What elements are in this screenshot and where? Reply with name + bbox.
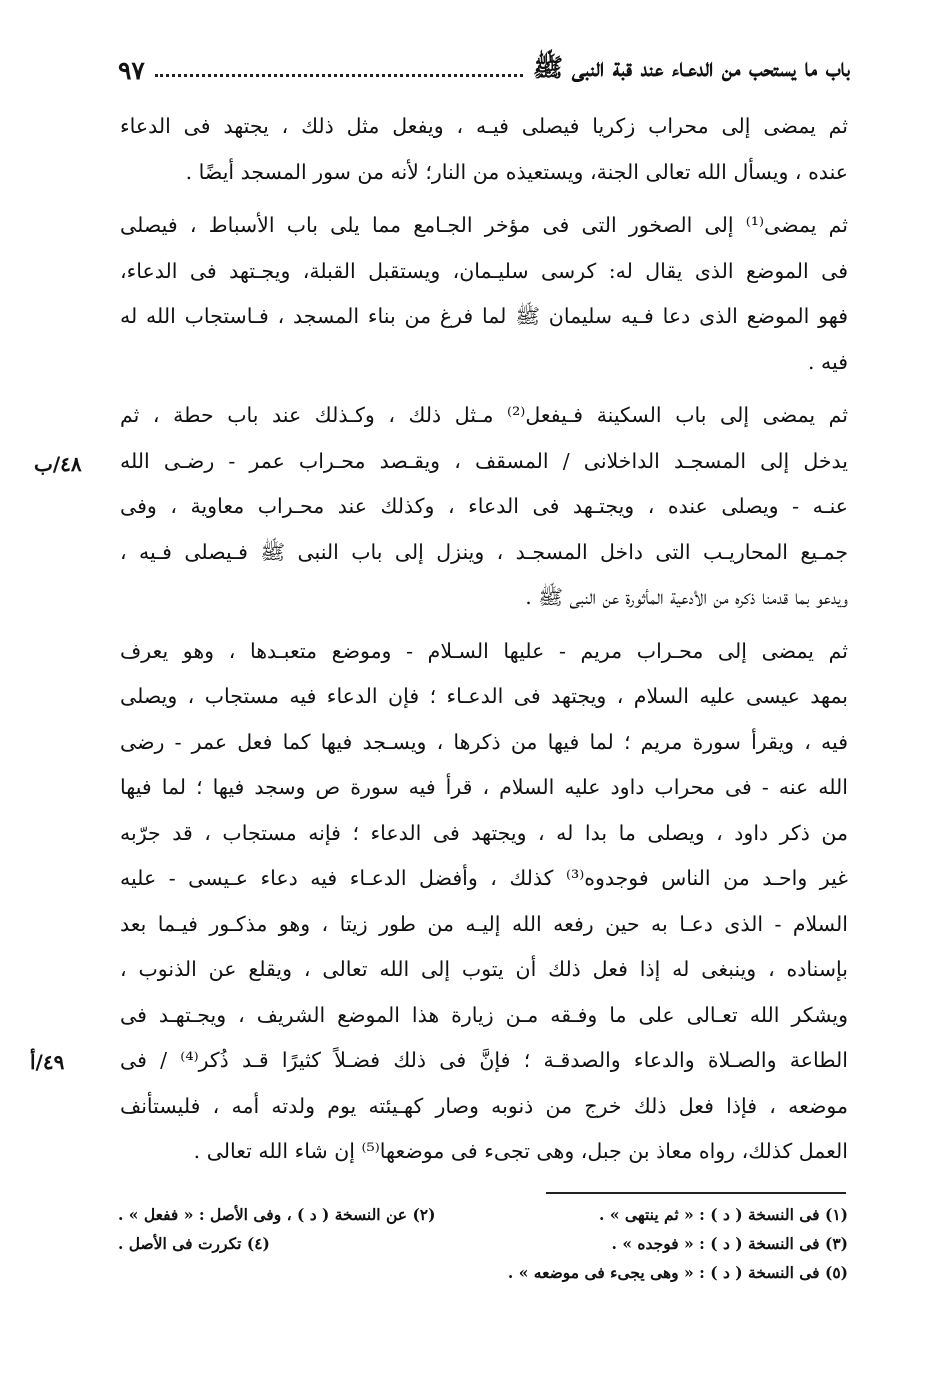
footnote: (٥) فى النسخة ( د ) : « وهى يجىء فى موضعه » .	[507, 1263, 848, 1282]
text-line: غير واحـد من الناس فوجدوه⁽³⁾ كذلك ، وأفضل الدعـاء فيه دعاء عـيسى - عليه	[120, 866, 848, 890]
text-line: السلام - الذى دعـا به حين رفعه الله إليـه من طور زيتا ، وهو مذكـور فيـما بعد	[120, 911, 848, 936]
text-line: عنده ، ويسأل الله تعالى الجنة، ويستعيذه من النار؛ لأنه من سور المسجد أيضًا .	[185, 159, 848, 184]
paragraph	[120, 629, 848, 1175]
text-line: يدخل إلى المسجـد الداخلانى / المسقف ، ويقـصد محـراب عمر - رضـى الله	[120, 448, 848, 473]
text-line: الطاعة والصـلاة والدعاء والصدقـة ؛ فإنَّ فى ذلك فضـلاً كثيرًا قـد ذُكر⁽⁴⁾ / فى	[120, 1048, 848, 1072]
text-line: ثم يمضى⁽¹⁾ إلى الصخور التى فى مؤخر الجـامع مما يلى باب الأسباط ، فيصلى	[120, 213, 848, 237]
text-line: موضعه ، فإذا فعل ذلك خرج من ذنوبه وصار كهـيئته يوم ولدته أمه ، فليستأنف	[120, 1093, 848, 1118]
footnotes	[118, 1200, 848, 1287]
text-line: بإسناده ، وينبغى له إذا فعل ذلك أن يتوب إلى الله تعالى ، ويقلع عن الذنوب ،	[120, 957, 848, 981]
paragraph	[120, 104, 848, 195]
footnote: (٣) فى النسخة ( د ) : « فوجده » .	[611, 1234, 848, 1253]
text-line: من ذكر داود ، ويصلى ما بدا له ، ويجتهد فى الدعاء ؛ فإنه مستجاب ، قد جرّبه	[120, 820, 848, 845]
text-line: العمل كذلك، رواه معاذ بن جبل، وهى تجىء فى موضعها⁽⁵⁾ إن شاء الله تعالى .	[193, 1139, 848, 1163]
chapter-title: باب ما يستحب من الدعـاء عند قبة النبى ﷺ	[532, 52, 850, 82]
text-line: جمـيع المحاريـب التى داخل المسجـد ، وينزل إلى باب النبى ﷺ فـيصلى فـيه ،	[120, 539, 848, 564]
manuscript-folio-marker: ٤٨/ب	[34, 452, 82, 476]
footnote-row	[118, 1200, 848, 1229]
main-text	[120, 104, 848, 1183]
text-line: الله عنه - فى محراب داود عليه السلام ، قرأ فيه سورة ص وسجد فيها ؛ لما فيها	[120, 775, 848, 799]
text-line: فهو الموضع الذى دعا فـيه سليمان ﷺ لما فرغ من بناء المسجد ، فـاستجاب الله له	[120, 304, 848, 328]
paragraph	[120, 203, 848, 385]
header-dotted-leader	[155, 74, 523, 77]
footnote: (١) فى النسخة ( د ) : « ثم ينتهى » .	[599, 1205, 848, 1224]
text-line: ثم يمضى إلى باب السكينة فـيفعل⁽²⁾ مـثل ذلك ، وكـذلك عند باب حطة ، ثم	[120, 403, 848, 427]
text-line: فيه ، ويقرأ سورة مريم ؛ لما فيها من ذكرها ، ويسـجد فيها كما فعل عمر - رضى	[120, 729, 848, 754]
paragraph	[120, 393, 848, 621]
text-line: ويدعو بما قدمنا ذكره من الأدعية المأثورة عن النبى ﷺ .	[525, 585, 848, 609]
running-header	[118, 50, 850, 90]
manuscript-folio-marker: ٤٩/أ	[30, 1050, 65, 1074]
footnote-row	[118, 1258, 848, 1287]
footnote-separator	[546, 1192, 846, 1194]
footnote: (٤) تكررت فى الأصل .	[118, 1234, 270, 1253]
text-line: ويشكر الله تعـالى على ما وفـقه مـن زيارة هذا الموضع الشريف ، ويجـتهـد فى	[120, 1002, 848, 1027]
text-line: ثم يمضى إلى محراب زكريا فيصلى فيـه ، ويفعل مثل ذلك ، يجتهد فى الدعاء	[120, 114, 848, 138]
text-line: بمهد عيسى عليه السلام ، ويجتهد فى الدعـاء ؛ فإن الدعاء فيه مستجاب ، ويصلى	[120, 684, 848, 708]
text-line: فيه .	[807, 349, 848, 374]
text-line: فى الموضع الذى يقال له: كرسى سليـمان، ويستقبل القبلة، ويجـتهد فى الدعاء،	[120, 258, 848, 283]
text-line: عنـه - ويصلى عنده ، ويجتـهد فى الدعاء ، وكذلك عند محـراب معاوية ، وفى	[120, 494, 848, 518]
page-number: ٩٧	[118, 55, 145, 85]
footnote: (٢) عن النسخة ( د ) ، وفى الأصل : « ففعل » .	[118, 1205, 436, 1224]
footnote-row	[118, 1229, 848, 1258]
text-line: ثم يمضى إلى محـراب مريم - عليها السـلام - وموضع متعبـدها ، وهو يعرف	[120, 638, 848, 663]
